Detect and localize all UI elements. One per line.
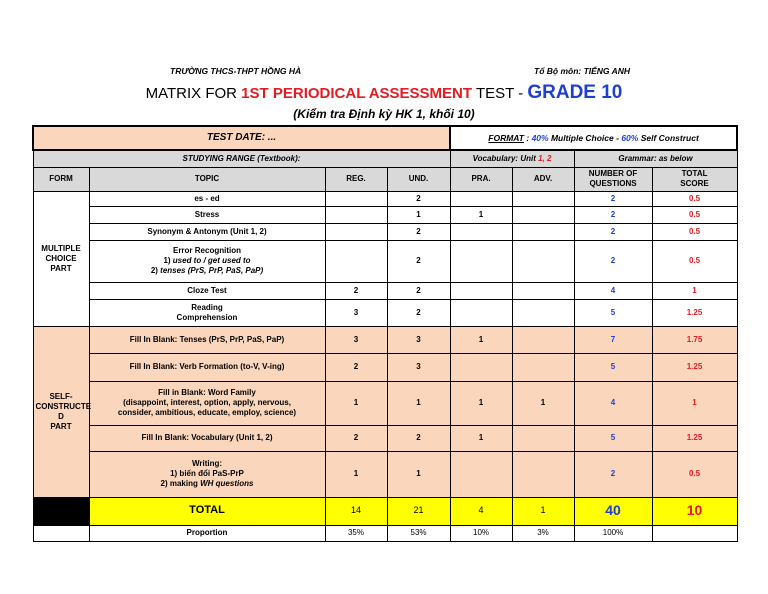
table-row: [33, 191, 737, 206]
title-prefix: MATRIX FOR: [145, 85, 242, 102]
school-name: TRƯỜNG THCS-THPT HỒNG HÀ: [170, 66, 302, 76]
total-adv: 1: [512, 497, 574, 525]
mc-form-l3: PART: [50, 263, 72, 273]
total-pra: 4: [450, 497, 512, 525]
word-family-l2: (disappoint, interest, option, apply, nervous,: [123, 398, 291, 407]
total-und: 21: [387, 497, 450, 525]
und-cell: 3: [387, 326, 450, 353]
studying-range: STUDYING RANGE (Textbook):: [33, 150, 450, 167]
column-header-row: [33, 167, 737, 191]
topic-cell: Stress: [89, 206, 325, 223]
questions-cell: 4: [574, 282, 652, 299]
proportion-score: [652, 525, 737, 541]
und-cell: 3: [387, 353, 450, 381]
score-cell: 1.25: [652, 353, 737, 381]
reg-cell: 1: [325, 381, 387, 425]
adv-cell: [512, 282, 574, 299]
adv-cell: [512, 299, 574, 326]
table-row: [33, 240, 737, 282]
total-questions: 40: [574, 497, 652, 525]
title-highlight: 1ST PERIODICAL ASSESSMENT: [241, 85, 473, 102]
col-und: UND.: [387, 167, 450, 191]
sc-percent: 60%: [621, 132, 639, 143]
col-form: FORM: [33, 167, 89, 191]
proportion-pra: 10%: [450, 525, 512, 541]
error-recognition-l3a: 2): [150, 266, 161, 275]
format-label: FORMAT: [488, 132, 524, 143]
pra-cell: 1: [450, 206, 512, 223]
writing-l1: Writing:: [191, 459, 223, 468]
error-recognition-l1: Error Recognition: [172, 246, 241, 255]
pra-cell: [450, 299, 512, 326]
table-row: [33, 425, 737, 451]
format-info: [450, 126, 737, 150]
questions-cell: 7: [574, 326, 652, 353]
info-row: [33, 126, 737, 150]
range-row: [33, 150, 737, 167]
mc-text: Multiple Choice -: [548, 132, 622, 143]
table-row: [33, 223, 737, 240]
pra-cell: [450, 240, 512, 282]
score-cell: 0.5: [652, 451, 737, 497]
topic-cell: [89, 451, 325, 497]
reg-cell: 2: [325, 353, 387, 381]
total-row: [33, 497, 737, 525]
score-cell: 0.5: [652, 223, 737, 240]
col-score-l1: TOTAL: [681, 169, 708, 178]
error-recognition-l2b: used to / get used to: [172, 256, 251, 265]
col-pra: PRA.: [450, 167, 512, 191]
reg-cell: [325, 240, 387, 282]
proportion-und: 53%: [387, 525, 450, 541]
error-recognition-l2a: 1): [163, 256, 173, 265]
pra-cell: [450, 353, 512, 381]
department-name: Tổ Bộ môn: TIẾNG ANH: [534, 66, 631, 76]
topic-cell: Synonym & Antonym (Unit 1, 2): [89, 223, 325, 240]
page-title: [0, 82, 768, 104]
score-cell: 0.5: [652, 191, 737, 206]
test-date: TEST DATE: ...: [33, 126, 450, 150]
und-cell: 2: [387, 282, 450, 299]
col-adv: ADV.: [512, 167, 574, 191]
col-questions-l2: QUESTIONS: [589, 179, 637, 188]
word-family-l1: Fill in Blank: Word Family: [158, 388, 256, 397]
col-questions-l1: NUMBER OF: [588, 169, 638, 178]
proportion-questions: 100%: [574, 525, 652, 541]
table-row: [33, 206, 737, 223]
questions-cell: 4: [574, 381, 652, 425]
reg-cell: 3: [325, 299, 387, 326]
vocab-units: 1, 2: [538, 153, 552, 163]
questions-cell: 2: [574, 206, 652, 223]
page-subtitle: (Kiểm tra Định kỳ HK 1, khối 10): [293, 107, 475, 121]
total-reg: 14: [325, 497, 387, 525]
sc-form-l2: CONSTRUCTE: [35, 401, 92, 411]
format-sep: :: [524, 132, 532, 143]
proportion-empty: [33, 525, 89, 541]
proportion-row: [33, 525, 737, 541]
reg-cell: 2: [325, 282, 387, 299]
und-cell: 2: [387, 425, 450, 451]
total-score: 10: [652, 497, 737, 525]
pra-cell: 1: [450, 425, 512, 451]
topic-cell: Fill In Blank: Verb Formation (to-V, V-ing): [89, 353, 325, 381]
adv-cell: [512, 451, 574, 497]
reading-l2: Comprehension: [176, 312, 238, 322]
reg-cell: 2: [325, 425, 387, 451]
adv-cell: [512, 353, 574, 381]
grammar-range: Grammar: as below: [574, 150, 737, 167]
topic-cell: [89, 299, 325, 326]
reg-cell: [325, 223, 387, 240]
proportion-adv: 3%: [512, 525, 574, 541]
adv-cell: [512, 206, 574, 223]
sc-form-cell: [33, 326, 92, 497]
topic-cell: es - ed: [89, 191, 325, 206]
topic-cell: Cloze Test: [89, 282, 325, 299]
table-row: [33, 451, 737, 497]
adv-cell: 1: [512, 381, 574, 425]
und-cell: 2: [387, 191, 450, 206]
questions-cell: 2: [574, 191, 652, 206]
title-middle: TEST -: [472, 85, 528, 102]
reg-cell: [325, 206, 387, 223]
questions-cell: 2: [574, 240, 652, 282]
und-cell: 1: [387, 206, 450, 223]
topic-cell: Fill In Blank: Tenses (PrS, PrP, PaS, PaP): [89, 326, 325, 353]
table-row: [33, 282, 737, 299]
adv-cell: [512, 425, 574, 451]
table-row: [33, 353, 737, 381]
table-row: [33, 326, 737, 353]
pra-cell: 1: [450, 326, 512, 353]
mc-form-l2: CHOICE: [45, 253, 77, 263]
word-family-l3: consider, ambitious, educate, employ, science): [117, 408, 297, 417]
adv-cell: [512, 191, 574, 206]
reading-l1: Reading: [191, 302, 223, 312]
topic-cell: Fill In Blank: Vocabulary (Unit 1, 2): [89, 425, 325, 451]
und-cell: 2: [387, 299, 450, 326]
questions-cell: 5: [574, 425, 652, 451]
und-cell: 1: [387, 381, 450, 425]
topic-cell: [89, 240, 325, 282]
col-topic: TOPIC: [89, 167, 325, 191]
table-row: [33, 299, 737, 326]
mc-form-cell: [33, 191, 89, 326]
questions-cell: 5: [574, 353, 652, 381]
writing-l3b: WH questions: [200, 479, 254, 488]
title-grade: GRADE 10: [527, 82, 623, 103]
reg-cell: 1: [325, 451, 387, 497]
col-score: [652, 167, 737, 191]
assessment-matrix: [32, 125, 738, 542]
pra-cell: [450, 282, 512, 299]
questions-cell: 2: [574, 451, 652, 497]
total-black-cell: [33, 497, 89, 525]
mc-percent: 40%: [531, 132, 549, 143]
mc-form-l1: MULTIPLE: [41, 243, 81, 253]
score-cell: 1: [652, 381, 737, 425]
sc-form-l1: SELF-: [49, 391, 73, 401]
pra-cell: 1: [450, 381, 512, 425]
pra-cell: [450, 451, 512, 497]
vocab-label: Vocabulary: Unit: [472, 153, 539, 163]
score-cell: 0.5: [652, 240, 737, 282]
score-cell: 1: [652, 282, 737, 299]
proportion-label: Proportion: [89, 525, 325, 541]
reg-cell: 3: [325, 326, 387, 353]
proportion-reg: 35%: [325, 525, 387, 541]
score-cell: 0.5: [652, 206, 737, 223]
und-cell: 1: [387, 451, 450, 497]
total-label: TOTAL: [89, 497, 325, 525]
score-cell: 1.25: [652, 299, 737, 326]
reg-cell: [325, 191, 387, 206]
vocab-range: [450, 150, 574, 167]
col-reg: REG.: [325, 167, 387, 191]
col-questions: [574, 167, 652, 191]
questions-cell: 2: [574, 223, 652, 240]
questions-cell: 5: [574, 299, 652, 326]
error-recognition-l3b: tenses (PrS, PrP, PaS, PaP): [160, 266, 264, 275]
sc-form-l3: D: [58, 411, 64, 421]
adv-cell: [512, 326, 574, 353]
und-cell: 2: [387, 223, 450, 240]
score-cell: 1.75: [652, 326, 737, 353]
sc-text: Self Construct: [638, 132, 699, 143]
adv-cell: [512, 223, 574, 240]
pra-cell: [450, 191, 512, 206]
sc-form-l4: PART: [50, 421, 72, 431]
col-score-l2: SCORE: [680, 179, 709, 188]
und-cell: 2: [387, 240, 450, 282]
table-row: [33, 381, 737, 425]
pra-cell: [450, 223, 512, 240]
score-cell: 1.25: [652, 425, 737, 451]
adv-cell: [512, 240, 574, 282]
writing-l3a: 2) making: [160, 479, 201, 488]
topic-cell: [89, 381, 325, 425]
writing-l2: 1) biến đổi PaS-PrP: [170, 469, 244, 478]
